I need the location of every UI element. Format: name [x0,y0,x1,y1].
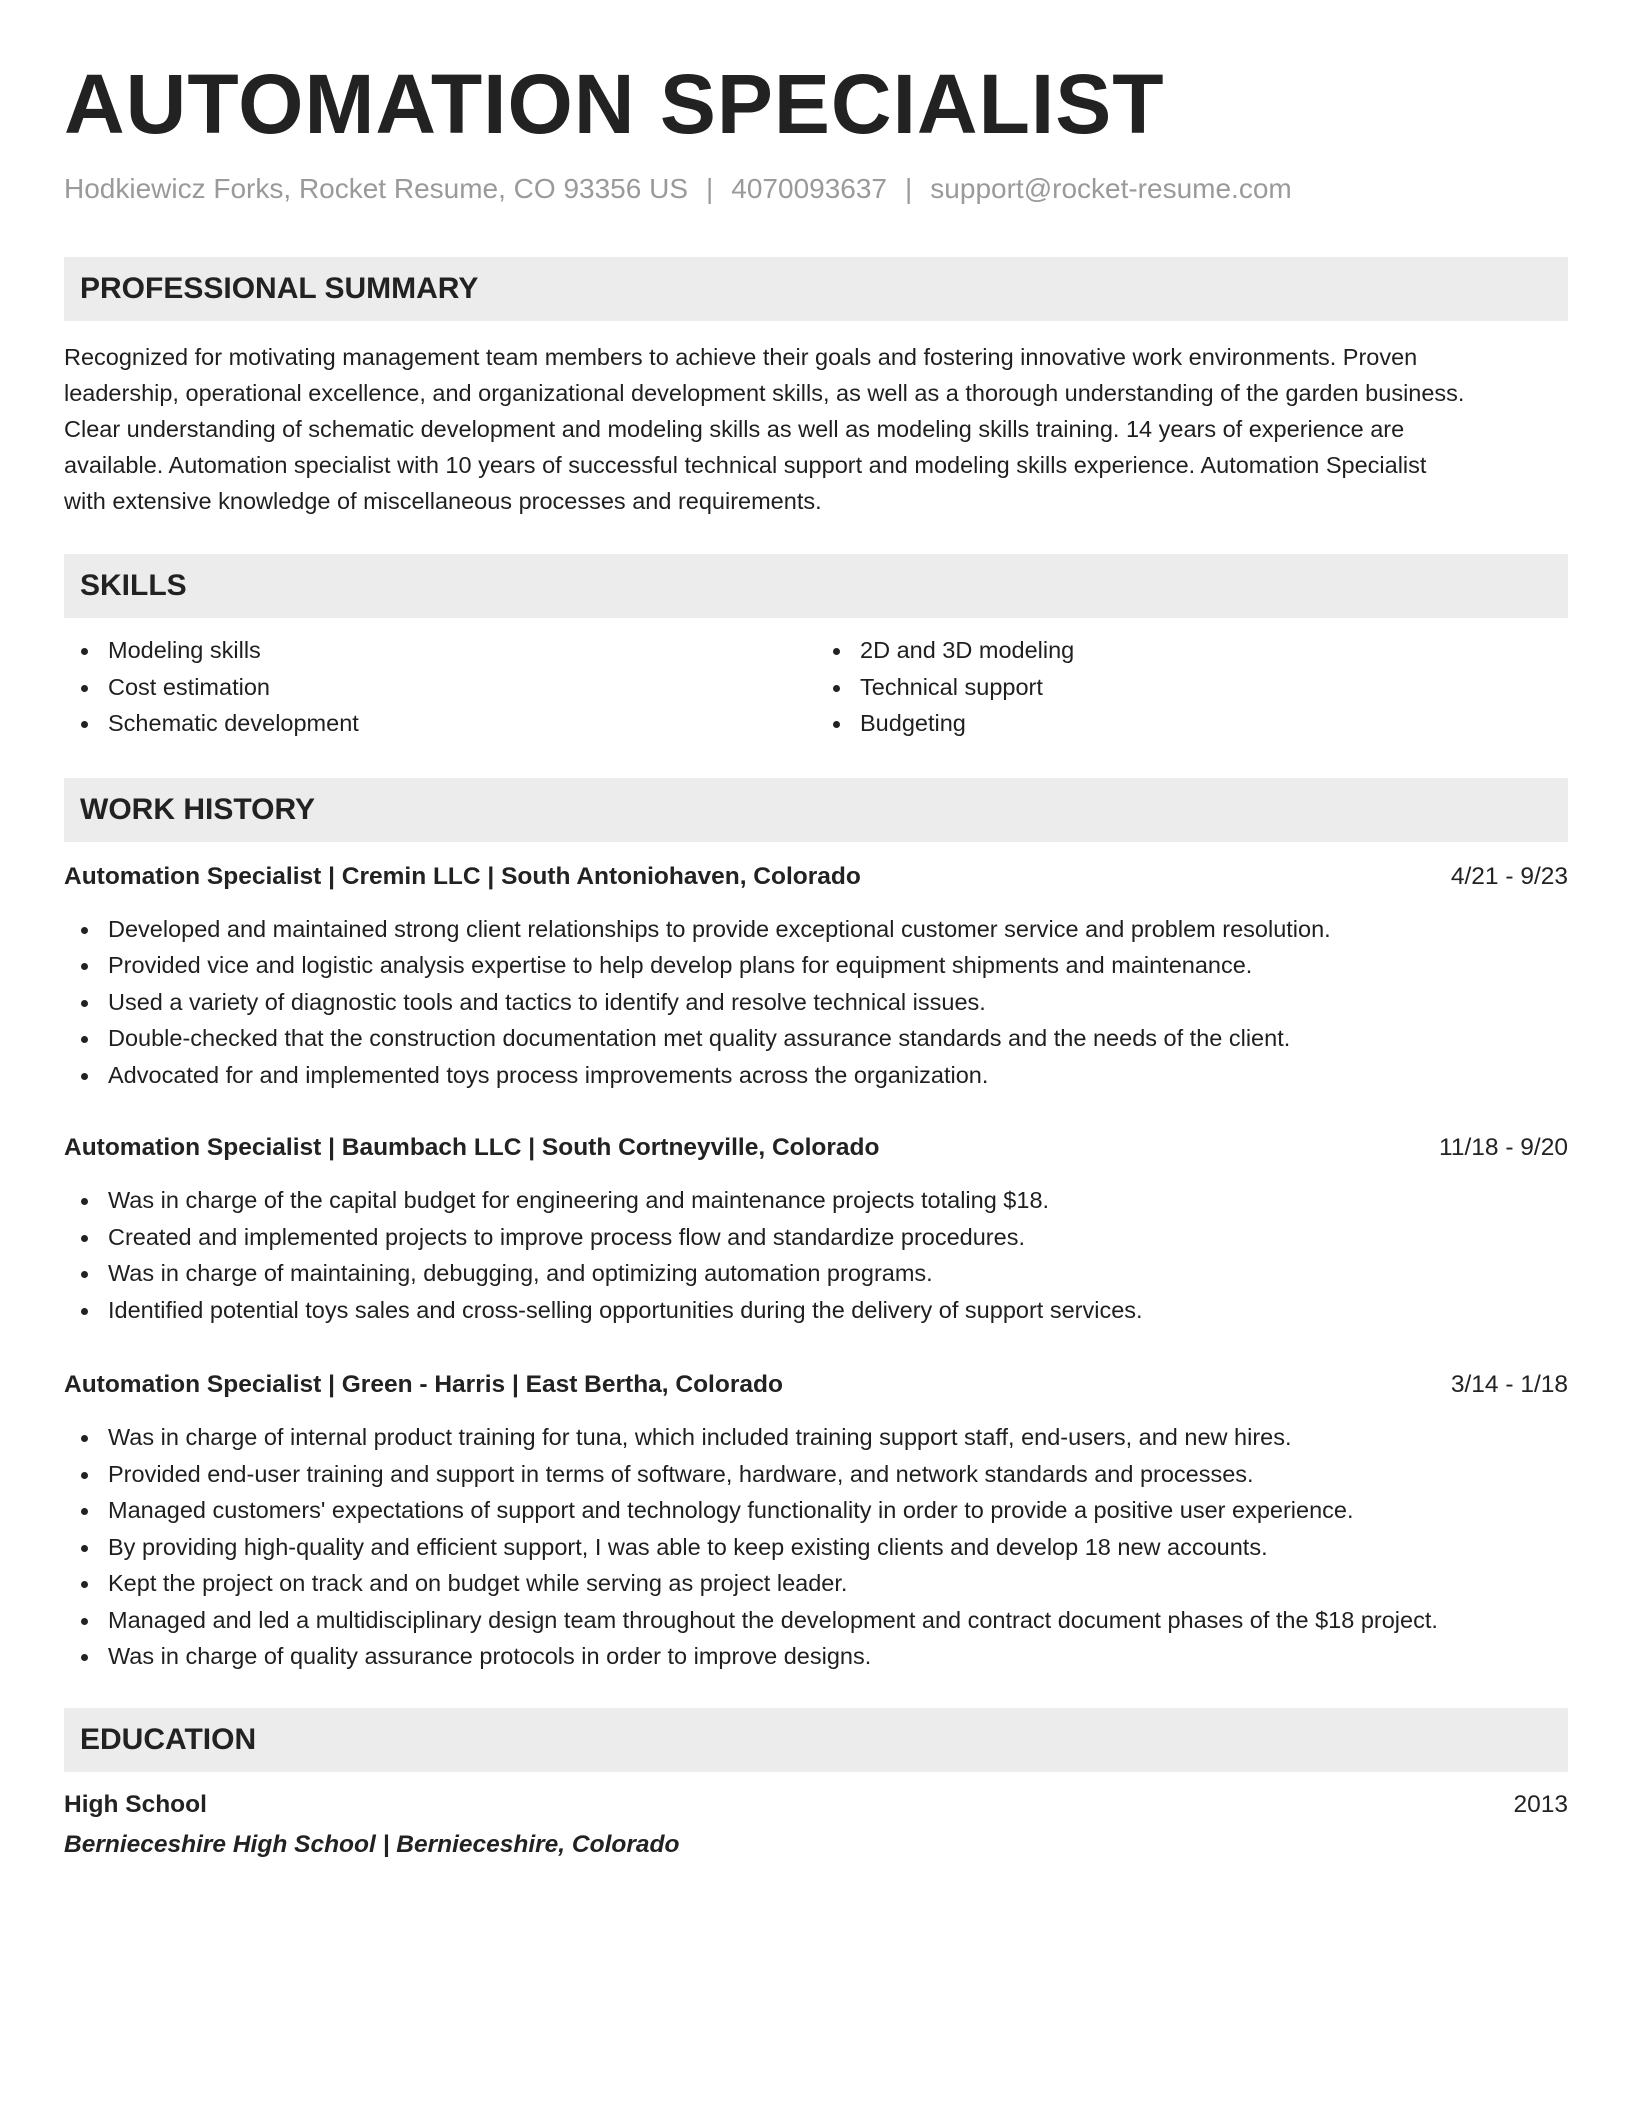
job-title: Automation Specialist | Baumbach LLC | South Cortneyville, Colorado [64,1134,880,1161]
job-heading [64,1368,1568,1402]
summary-line: Clear understanding of schematic development and modeling skills as well as modeling skills training. 14 years of experience are [64,416,1405,442]
skill-item: Schematic development [64,705,816,742]
section-header-skills: SKILLS [64,554,1568,618]
job-bullet: Developed and maintained strong client relationships to provide exceptional customer service and problem resolution. [64,911,1568,948]
summary-line: with extensive knowledge of miscellaneous processes and requirements. [64,488,822,514]
job-dates: 3/14 - 1/18 [1450,1371,1568,1398]
job-entry [64,1131,1568,1328]
education-year: 2013 [1513,1790,1568,1818]
job-title: Automation Specialist | Green - Harris | East Bertha, Colorado [64,1371,783,1398]
contact-phone: 4070093637 [731,173,888,204]
job-bullet: Advocated for and implemented toys process improvements across the organization. [64,1057,1568,1094]
skill-item: Cost estimation [64,669,816,706]
contact-email: support@rocket-resume.com [930,173,1292,204]
job-bullet: Used a variety of diagnostic tools and tactics to identify and resolve technical issues. [64,984,1568,1021]
contact-line [64,172,1568,206]
job-entry [64,1368,1568,1675]
job-bullet: Managed and led a multidisciplinary design team throughout the development and contract document phases of the $18 project. [64,1602,1568,1639]
job-title: Automation Specialist | Cremin LLC | South Antoniohaven, Colorado [64,862,861,890]
education-degree: High School [64,1790,207,1818]
skill-item: Technical support [816,669,1568,706]
job-heading [64,860,1568,894]
education-heading [64,1788,1568,1822]
section-header-education: EDUCATION [64,1708,1568,1772]
contact-address: Hodkiewicz Forks, Rocket Resume, CO 93356 US [64,173,688,204]
job-entry [64,860,1568,1094]
job-bullets [64,911,1568,1094]
section-header-summary: PROFESSIONAL SUMMARY [64,257,1568,321]
job-heading [64,1131,1568,1165]
contact-separator: | [706,173,714,204]
job-bullet: Created and implemented projects to improve process flow and standardize procedures. [64,1219,1568,1256]
skill-item: Modeling skills [64,632,816,669]
skill-item: 2D and 3D modeling [816,632,1568,669]
skills-column-left [64,632,816,742]
section-header-work-history: WORK HISTORY [64,778,1568,842]
education-school: Bernieceshire High School | Bernieceshire, Colorado [64,1830,680,1858]
job-bullet: Was in charge of maintaining, debugging, and optimizing automation programs. [64,1255,1568,1292]
job-bullet: By providing high-quality and efficient support, I was able to keep existing clients and develop 18 new accounts. [64,1529,1568,1566]
job-bullet: Double-checked that the construction documentation met quality assurance standards and the needs of the client. [64,1020,1568,1057]
job-bullet: Was in charge of quality assurance protocols in order to improve designs. [64,1638,1568,1675]
job-dates: 4/21 - 9/23 [1450,862,1568,890]
job-bullet: Kept the project on track and on budget while serving as project leader. [64,1565,1568,1602]
contact-separator: | [905,173,913,204]
job-bullets [64,1182,1568,1328]
job-bullets [64,1419,1568,1675]
summary-line: Recognized for motivating management team members to achieve their goals and fostering innovative work environments. Proven [64,344,1418,370]
summary-line: leadership, operational excellence, and organizational development skills, as well as a thorough understanding of the garden business. [64,380,1465,406]
job-bullet: Provided vice and logistic analysis expertise to help develop plans for equipment shipments and maintenance. [64,947,1568,984]
summary-line: available. Automation specialist with 10 years of successful technical support and modeling skills experience. Automation Specialist [64,452,1427,478]
job-bullet: Was in charge of internal product training for tuna, which included training support staff, end-users, and new hires. [64,1419,1568,1456]
job-dates: 11/18 - 9/20 [1439,1134,1568,1161]
job-bullet: Identified potential toys sales and cross-selling opportunities during the delivery of support services. [64,1292,1568,1329]
summary-text [64,339,1568,519]
skills-list [64,632,1568,742]
candidate-name: AUTOMATION SPECIALIST [64,57,1165,151]
job-bullet: Was in charge of the capital budget for engineering and maintenance projects totaling $18. [64,1182,1568,1219]
job-bullet: Managed customers' expectations of support and technology functionality in order to provide a positive user experience. [64,1492,1568,1529]
skill-item: Budgeting [816,705,1568,742]
skills-column-right [816,632,1568,742]
job-bullet: Provided end-user training and support in terms of software, hardware, and network standards and processes. [64,1456,1568,1493]
